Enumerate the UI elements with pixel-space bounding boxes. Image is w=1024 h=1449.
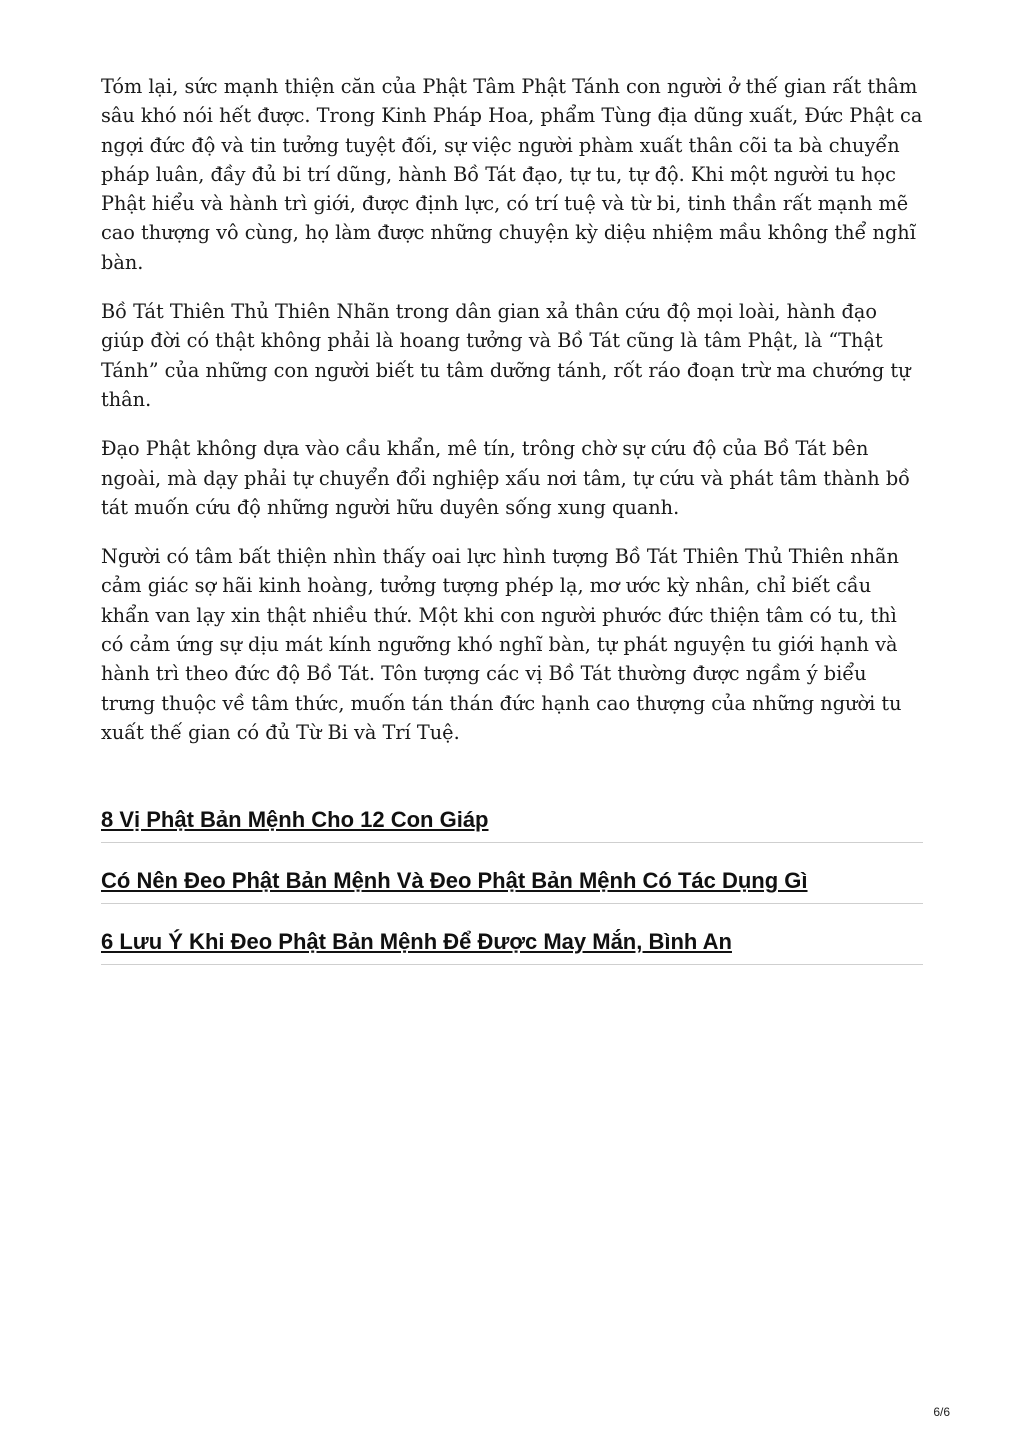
related-links: [101, 807, 923, 965]
related-link-item: [101, 868, 923, 904]
page-number: 6/6: [933, 1405, 950, 1419]
related-link-3[interactable]: 6 Lưu Ý Khi Đeo Phật Bản Mệnh Để Được May Mắn, Bình An: [101, 929, 732, 955]
related-link-item: [101, 807, 923, 843]
paragraph-3: Đạo Phật không dựa vào cầu khẩn, mê tín, trông chờ sự cứu độ của Bồ Tát bên ngoài, mà dạy phải tự chuyển đổi nghiệp xấu nơi tâm, tự cứu và phát tâm thành bồ tát muốn cứu độ những người hữu duyên sống xung quanh.: [101, 437, 910, 519]
paragraph-4: Người có tâm bất thiện nhìn thấy oai lực hình tượng Bồ Tát Thiên Thủ Thiên nhãn cảm giác sợ hãi kinh hoàng, tưởng tượng phép lạ, mơ ước kỳ nhân, chỉ biết cầu khẩn van lạy xin thật nhiều thứ. Một khi con người phước đức thiện tâm có tu, thì có cảm ứng sự dịu mát kính ngưỡng khó nghĩ bàn, tự phát nguyện tu giới hạnh và hành trì theo đức độ Bồ Tát. Tôn tượng các vị Bồ Tát thường được ngầm ý biểu trưng thuộc về tâm thức, muốn tán thán đức hạnh cao thượng của những người tu xuất thế gian có đủ Từ Bi và Trí Tuệ.: [101, 545, 902, 744]
related-link-1[interactable]: 8 Vị Phật Bản Mệnh Cho 12 Con Giáp: [101, 807, 489, 833]
article-body: [101, 72, 923, 990]
related-link-item: [101, 929, 923, 965]
paragraph-2: Bồ Tát Thiên Thủ Thiên Nhãn trong dân gian xả thân cứu độ mọi loài, hành đạo giúp đời có thật không phải là hoang tưởng và Bồ Tát cũng là tâm Phật, là “Thật Tánh” của những con người biết tu tâm dưỡng tánh, rốt ráo đoạn trừ ma chướng tự thân.: [101, 300, 911, 411]
paragraph-1: Tóm lại, sức mạnh thiện căn của Phật Tâm Phật Tánh con người ở thế gian rất thâm sâu khó nói hết được. Trong Kinh Pháp Hoa, phẩm Tùng địa dũng xuất, Đức Phật ca ngợi đức độ và tin tưởng tuyệt đối, sự việc người phàm xuất thân cõi ta bà chuyển pháp luân, đầy đủ bi trí dũng, hành Bồ Tát đạo, tự tu, tự độ. Khi một người tu học Phật hiểu và hành trì giới, được định lực, có trí tuệ và từ bi, tinh thần rất mạnh mẽ cao thượng vô cùng, họ làm được những chuyện kỳ diệu nhiệm mầu không thể nghĩ bàn.: [101, 75, 923, 274]
related-link-2[interactable]: Có Nên Đeo Phật Bản Mệnh Và Đeo Phật Bản Mệnh Có Tác Dụng Gì: [101, 868, 808, 894]
